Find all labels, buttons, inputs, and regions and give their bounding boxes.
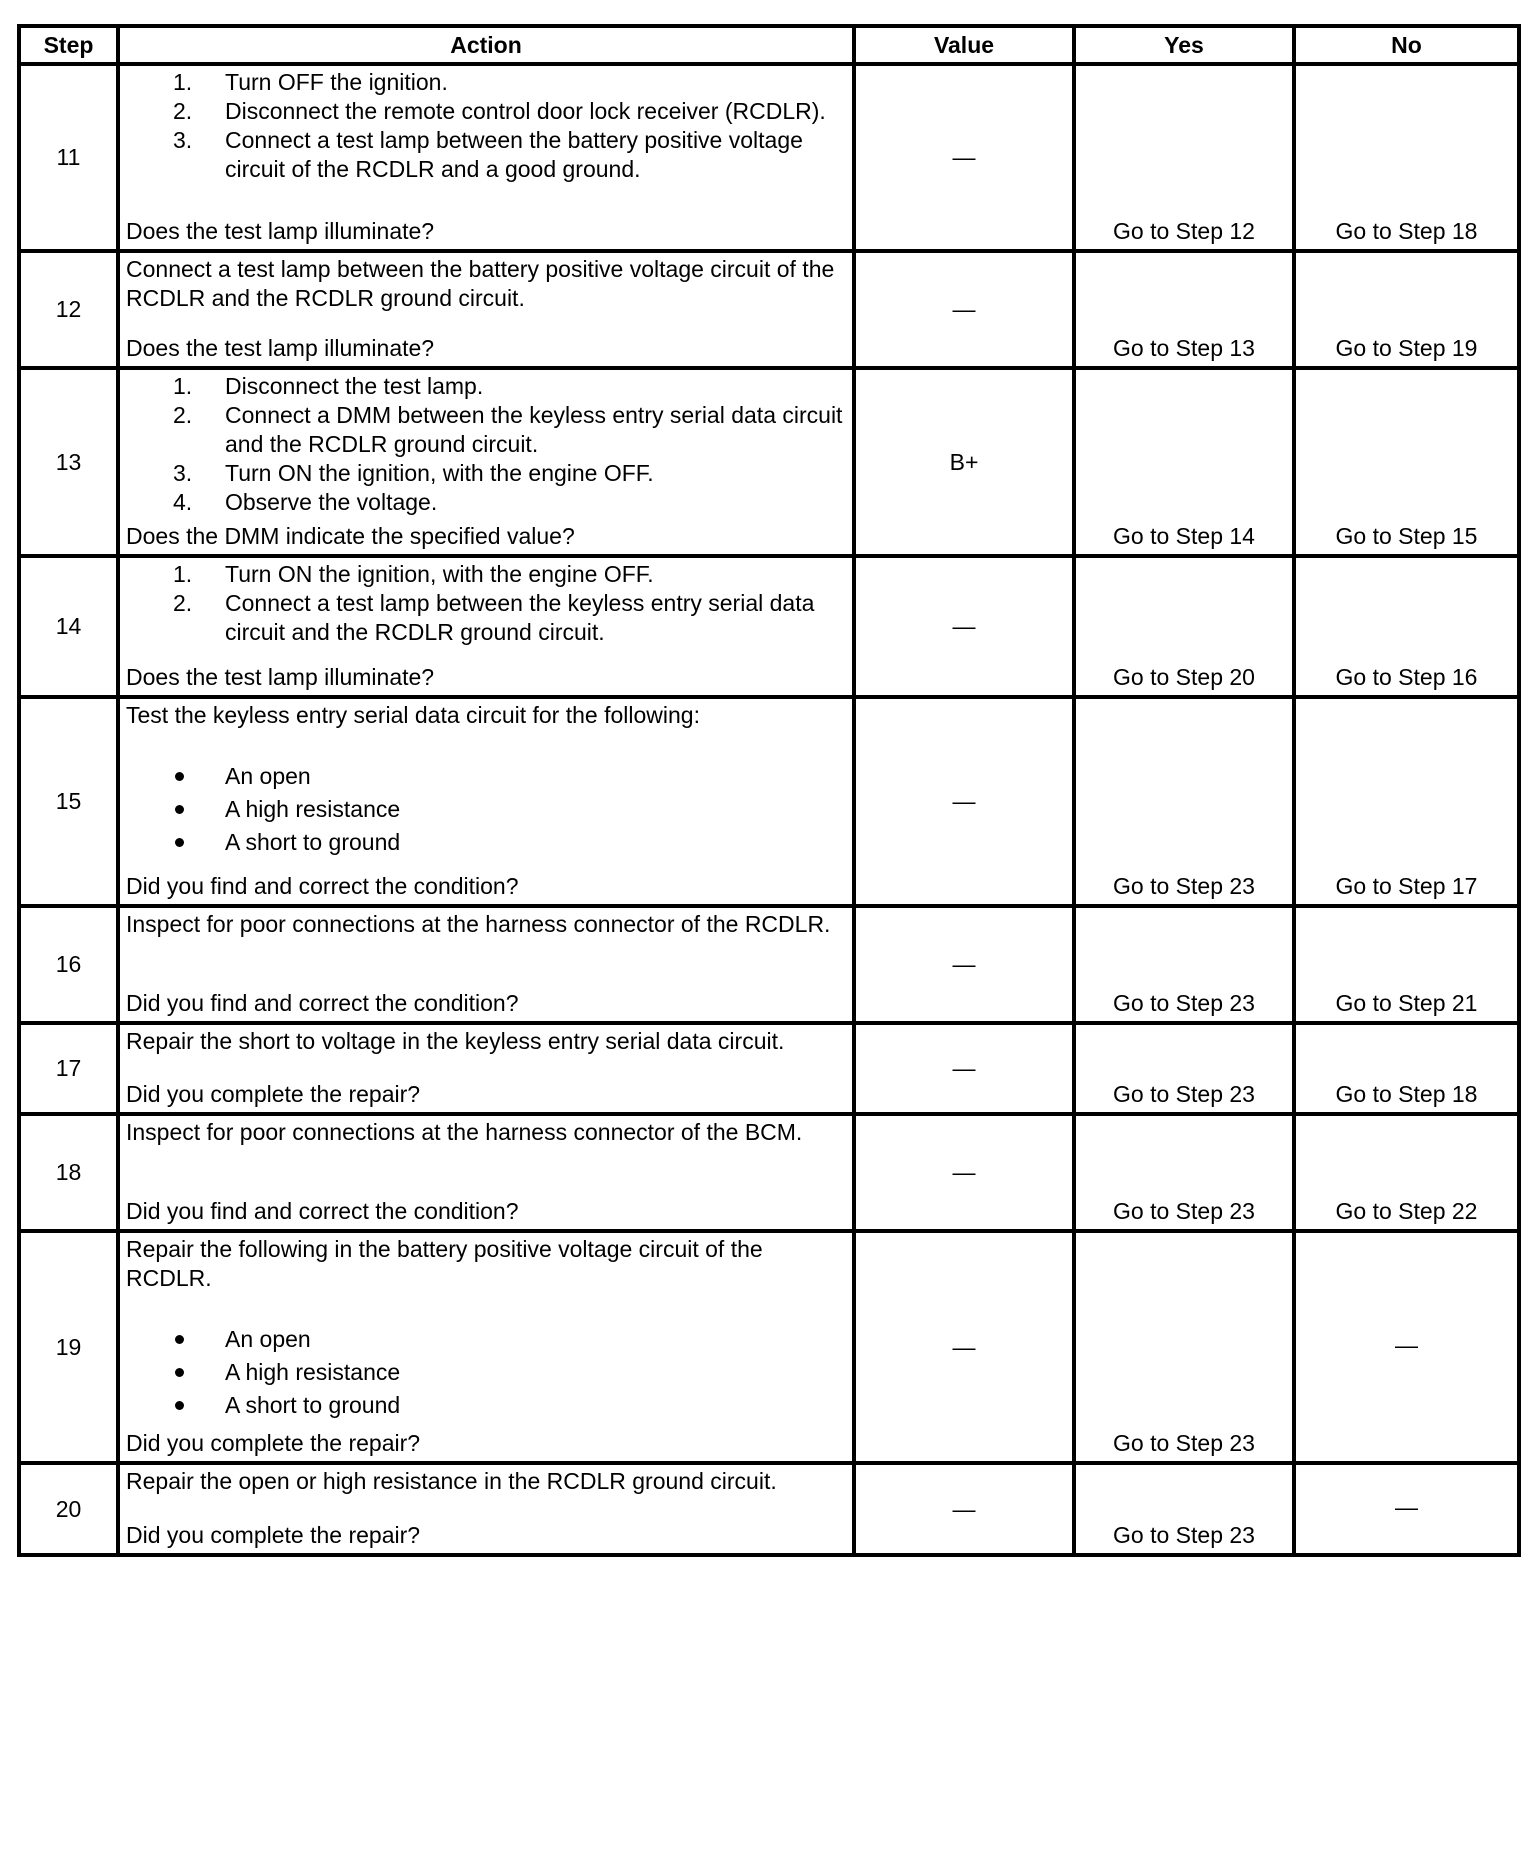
action-text: Inspect for poor connections at the harness connector of the RCDLR. [126, 911, 831, 937]
action-text: Repair the following in the battery positive voltage circuit of the RCDLR. [126, 1236, 763, 1291]
table-row [19, 1463, 1519, 1555]
step-cell: 11 [19, 64, 118, 251]
no-cell: Go to Step 17 [1294, 697, 1519, 906]
action-question: Does the DMM indicate the specified value? [126, 523, 575, 549]
step-text: Connect a test lamp between the keyless entry serial data circuit and the RCDLR ground circuit. [225, 590, 815, 645]
numbered-step [126, 488, 844, 517]
header-row [19, 26, 1519, 64]
table-row [19, 1023, 1519, 1114]
step-cell: 17 [19, 1023, 118, 1114]
action-question: Does the test lamp illuminate? [126, 218, 435, 244]
step-number: 1. [173, 373, 193, 399]
value-cell: — [854, 64, 1074, 251]
value-cell: — [854, 1231, 1074, 1463]
bullet-icon [175, 805, 184, 814]
numbered-step [126, 560, 844, 589]
step-number: 3. [173, 127, 193, 153]
action-question: Does the test lamp illuminate? [126, 664, 435, 690]
bullet-icon [175, 838, 184, 847]
step-number: 3. [173, 460, 193, 486]
action-question: Did you find and correct the condition? [126, 990, 519, 1016]
table-row [19, 64, 1519, 251]
numbered-step [126, 401, 844, 459]
action-text: Repair the open or high resistance in the RCDLR ground circuit. [126, 1468, 777, 1494]
action-cell [118, 1023, 854, 1114]
step-cell: 13 [19, 368, 118, 556]
bullet-icon [175, 1335, 184, 1344]
action-cell [118, 64, 854, 251]
action-cell [118, 1231, 854, 1463]
action-cell [118, 906, 854, 1023]
bullet-list [126, 760, 844, 859]
action-question: Did you complete the repair? [126, 1522, 421, 1548]
step-cell: 16 [19, 906, 118, 1023]
step-number: 2. [173, 98, 193, 124]
action-question: Did you complete the repair? [126, 1430, 421, 1456]
bullet-icon [175, 1368, 184, 1377]
no-cell: — [1294, 1231, 1519, 1463]
step-text: Turn ON the ignition, with the engine OFF. [225, 460, 654, 486]
no-cell: Go to Step 22 [1294, 1114, 1519, 1231]
step-text: Connect a test lamp between the battery positive voltage circuit of the RCDLR and a good ground. [225, 127, 803, 182]
bullet-icon [175, 772, 184, 781]
table-row [19, 906, 1519, 1023]
no-cell: Go to Step 19 [1294, 251, 1519, 368]
action-question: Did you find and correct the condition? [126, 873, 519, 899]
step-cell: 15 [19, 697, 118, 906]
bullet-item [126, 793, 844, 826]
bullet-text: A short to ground [225, 829, 401, 855]
yes-cell: Go to Step 23 [1074, 697, 1294, 906]
step-number: 2. [173, 590, 193, 616]
yes-cell: Go to Step 23 [1074, 1231, 1294, 1463]
no-cell: — [1294, 1463, 1519, 1555]
bullet-item [126, 1356, 844, 1389]
value-cell: — [854, 251, 1074, 368]
bullet-item [126, 1389, 844, 1422]
step-number: 4. [173, 489, 193, 515]
value-cell: — [854, 1463, 1074, 1555]
step-text: Connect a DMM between the keyless entry serial data circuit and the RCDLR ground circuit. [225, 402, 843, 457]
bullet-item [126, 1323, 844, 1356]
numbered-step [126, 459, 844, 488]
table-row [19, 251, 1519, 368]
step-text: Observe the voltage. [225, 489, 438, 515]
action-cell [118, 556, 854, 697]
bullet-text: An open [225, 763, 311, 789]
numbered-step [126, 68, 844, 97]
action-question: Does the test lamp illuminate? [126, 335, 435, 361]
step-number: 1. [173, 69, 193, 95]
table-row [19, 556, 1519, 697]
value-cell: — [854, 697, 1074, 906]
bullet-text: A high resistance [225, 1359, 401, 1385]
numbered-steps [126, 372, 844, 517]
bullet-icon [175, 1401, 184, 1410]
no-cell: Go to Step 18 [1294, 64, 1519, 251]
yes-cell: Go to Step 23 [1074, 1463, 1294, 1555]
yes-cell: Go to Step 23 [1074, 906, 1294, 1023]
action-question: Did you complete the repair? [126, 1081, 421, 1107]
yes-cell: Go to Step 23 [1074, 1023, 1294, 1114]
header-yes: Yes [1074, 26, 1294, 64]
step-text: Turn ON the ignition, with the engine OFF. [225, 561, 654, 587]
no-cell: Go to Step 16 [1294, 556, 1519, 697]
bullet-item [126, 826, 844, 859]
action-text: Repair the short to voltage in the keyless entry serial data circuit. [126, 1028, 785, 1054]
numbered-steps [126, 560, 844, 647]
action-cell [118, 368, 854, 556]
step-cell: 19 [19, 1231, 118, 1463]
step-number: 2. [173, 402, 193, 428]
yes-cell: Go to Step 23 [1074, 1114, 1294, 1231]
header-step: Step [19, 26, 118, 64]
action-cell [118, 251, 854, 368]
yes-cell: Go to Step 20 [1074, 556, 1294, 697]
value-cell: — [854, 1114, 1074, 1231]
table-row [19, 697, 1519, 906]
numbered-step [126, 589, 844, 647]
step-number: 1. [173, 561, 193, 587]
no-cell: Go to Step 15 [1294, 368, 1519, 556]
bullet-item [126, 760, 844, 793]
action-cell [118, 1114, 854, 1231]
header-value: Value [854, 26, 1074, 64]
value-cell: — [854, 556, 1074, 697]
action-text: Connect a test lamp between the battery positive voltage circuit of the RCDLR and the RCDLR ground circuit. [126, 256, 835, 311]
header-action: Action [118, 26, 854, 64]
action-text: Test the keyless entry serial data circuit for the following: [126, 702, 700, 728]
numbered-step [126, 126, 844, 184]
table-row [19, 1231, 1519, 1463]
bullet-text: A high resistance [225, 796, 401, 822]
yes-cell: Go to Step 14 [1074, 368, 1294, 556]
numbered-steps [126, 68, 844, 184]
step-cell: 14 [19, 556, 118, 697]
bullet-list [126, 1323, 844, 1422]
table-row [19, 1114, 1519, 1231]
action-question: Did you find and correct the condition? [126, 1198, 519, 1224]
yes-cell: Go to Step 12 [1074, 64, 1294, 251]
table-row [19, 368, 1519, 556]
yes-cell: Go to Step 13 [1074, 251, 1294, 368]
numbered-step [126, 372, 844, 401]
no-cell: Go to Step 21 [1294, 906, 1519, 1023]
action-cell [118, 1463, 854, 1555]
no-cell: Go to Step 18 [1294, 1023, 1519, 1114]
bullet-text: An open [225, 1326, 311, 1352]
numbered-step [126, 97, 844, 126]
step-text: Turn OFF the ignition. [225, 69, 448, 95]
step-text: Disconnect the test lamp. [225, 373, 484, 399]
step-cell: 18 [19, 1114, 118, 1231]
header-no: No [1294, 26, 1519, 64]
diagnostic-table [17, 24, 1521, 1557]
bullet-text: A short to ground [225, 1392, 401, 1418]
step-cell: 12 [19, 251, 118, 368]
action-text: Inspect for poor connections at the harness connector of the BCM. [126, 1119, 803, 1145]
value-cell: — [854, 906, 1074, 1023]
value-cell: B+ [854, 368, 1074, 556]
action-cell [118, 697, 854, 906]
step-cell: 20 [19, 1463, 118, 1555]
step-text: Disconnect the remote control door lock receiver (RCDLR). [225, 98, 826, 124]
value-cell: — [854, 1023, 1074, 1114]
